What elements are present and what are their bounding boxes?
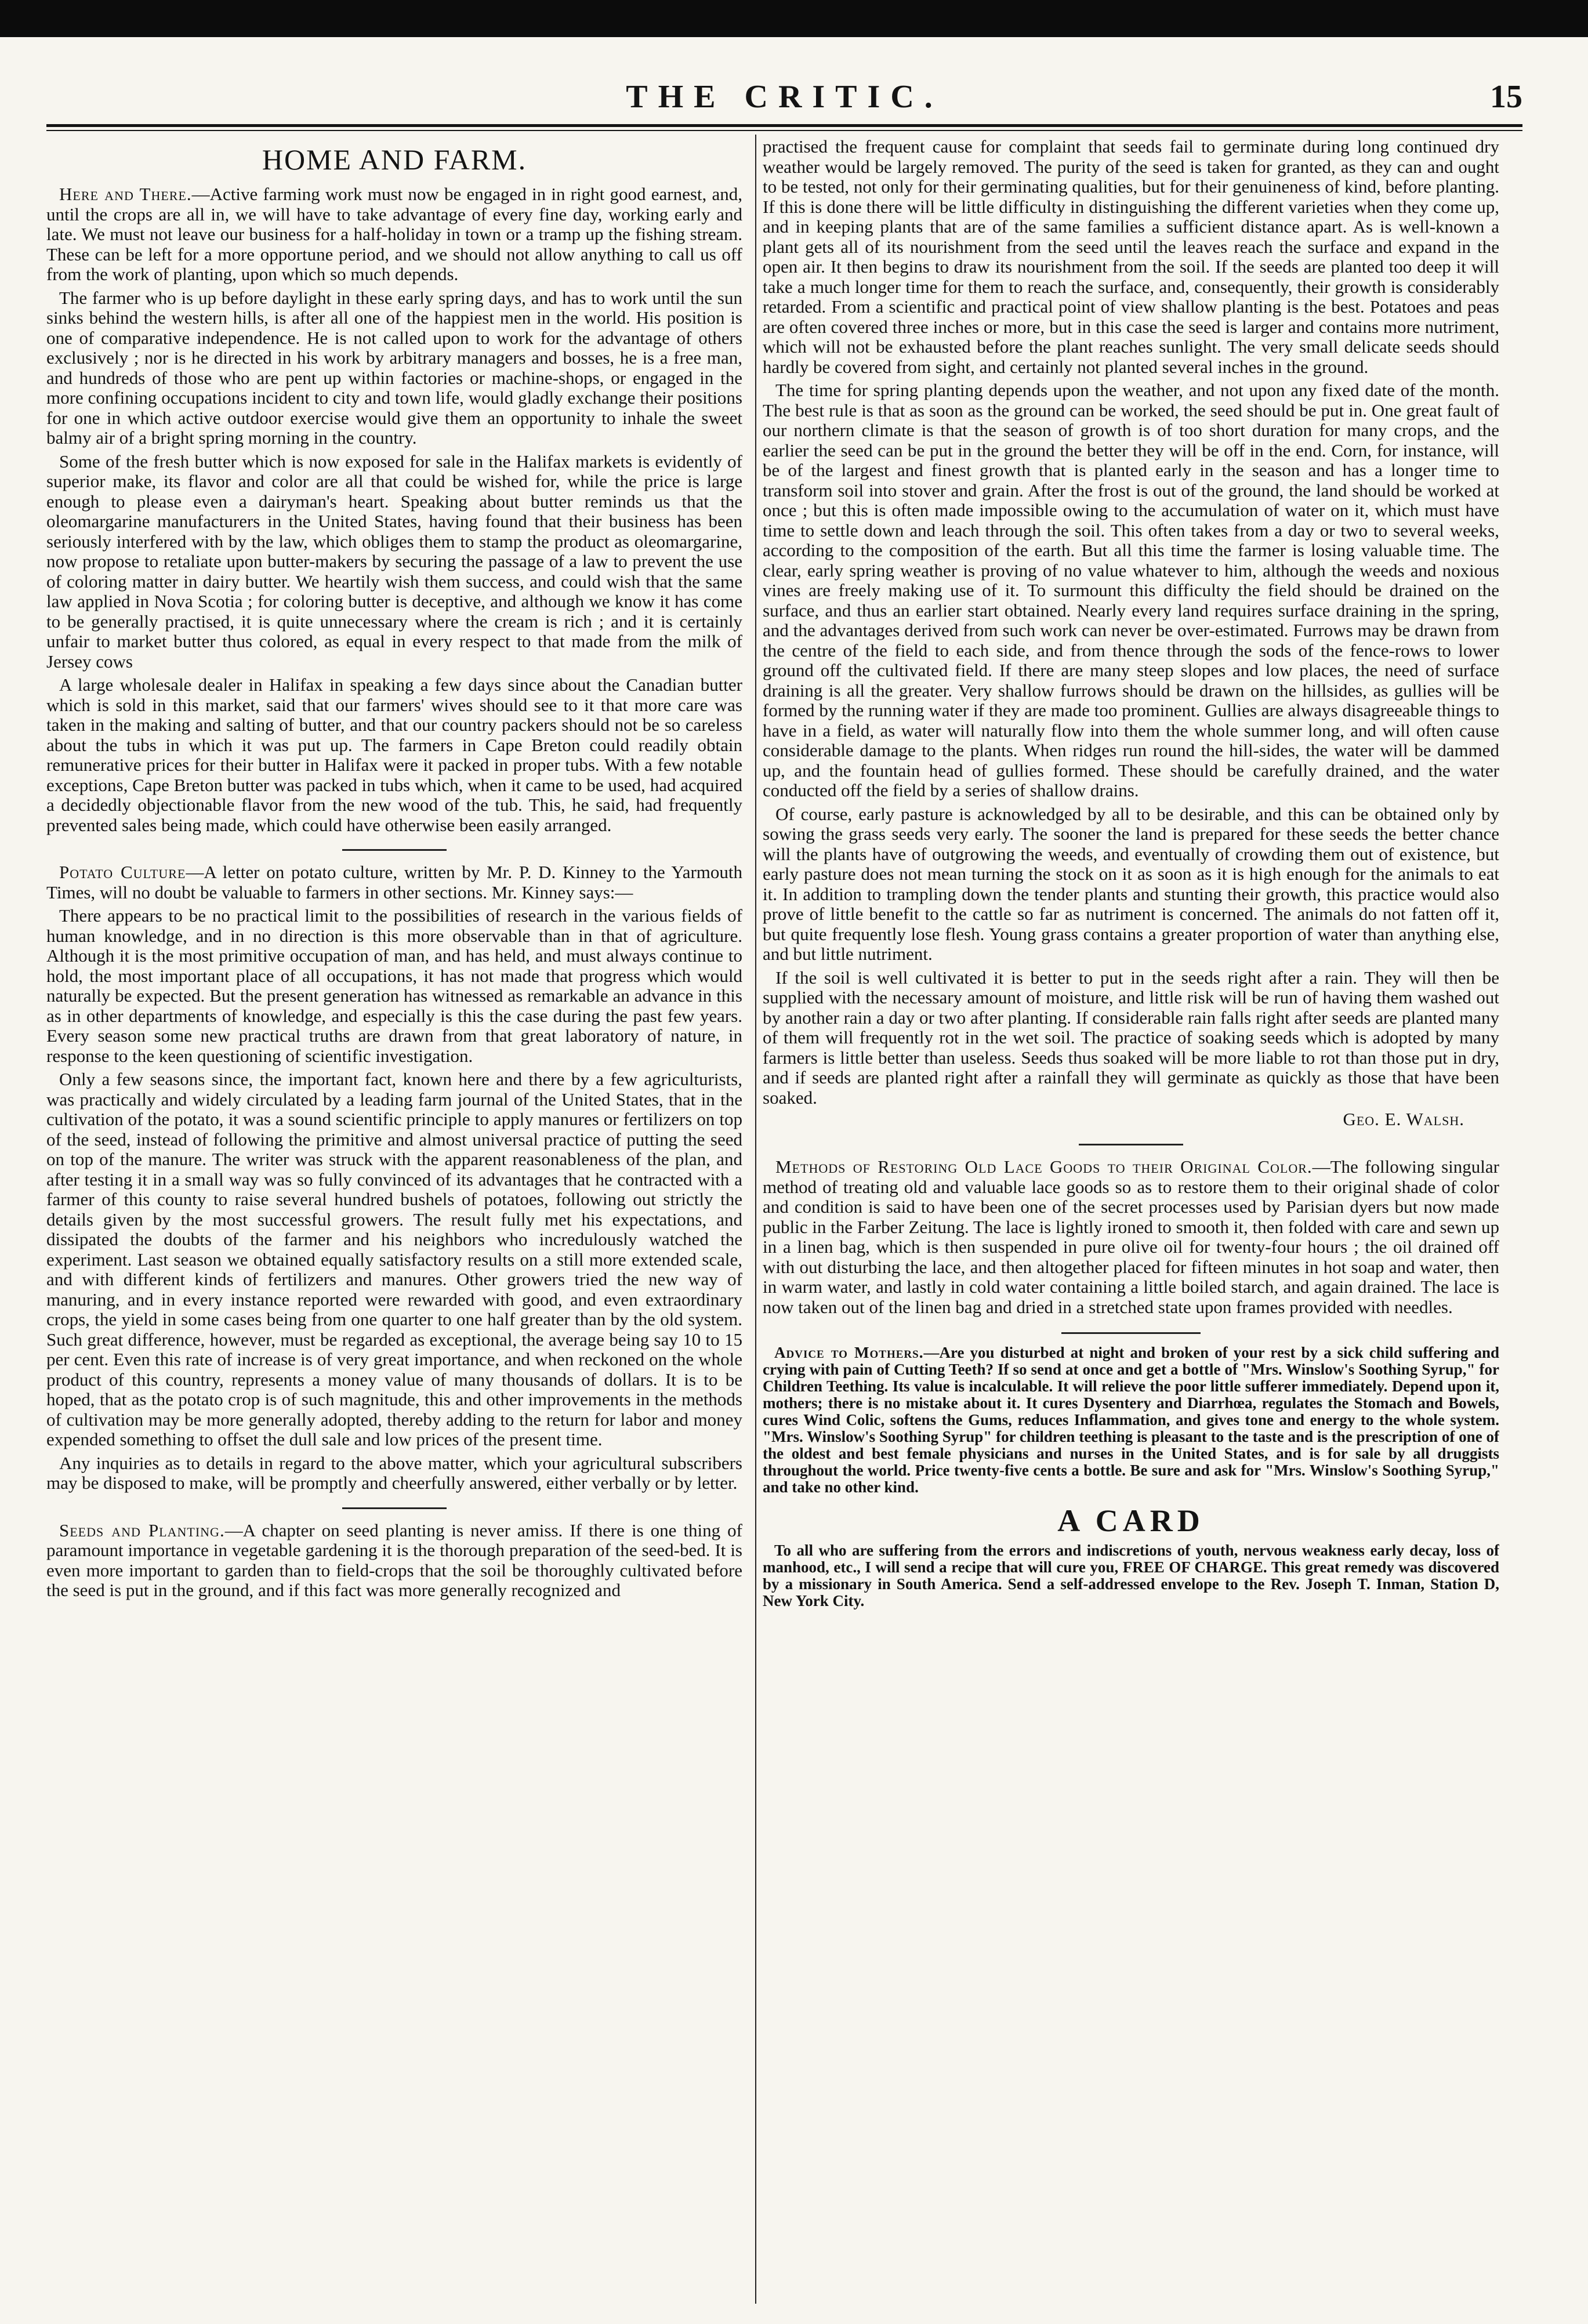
article-lead: Potato Culture [59,862,186,882]
article-paragraph: Methods of Restoring Old Lace Goods to their Original Color.—The following singular method of treating old and valuable lace goods so as to restore them to their original shade of color and condition is said to have been one of the secret processes used by Parisian dyers but now made public in the Farber Zeitung. The lace is lightly ironed to smooth it, then folded with care and sewn up in a linen bag, which is then suspended in pure olive oil for twenty-four hours ; the oil drained off with out disturbing the lace, and then altogether placed for fifteen minutes in hot soap and water, then in warm water, and lastly in cold water containing a little boiled starch, and again drained. The lace is now taken out of the linen bag and dried in a stretched state upon frames provided with needles. [763,1156,1499,1317]
article-paragraph: Here and There.—Active farming work must now be engaged in in right good earnest, and, until the crops are all in, we will have to take advantage of every fine day, working early and late. We must not leave our business for a half-holiday in town or a tramp up the fishing stream. These can be left for a more opportune period, and we should not allow anything to call us off from the work of planting, upon which so much depends. [46,184,742,284]
header-rule-thick [46,124,1522,127]
article-paragraph: Only a few seasons since, the important fact, known here and there by a few agriculturists, was practically and widely circulated by a leading farm journal of the United States, that in the cultivation of the potato, it was a sound scientific principle to apply manures or fertilizers on top of the seed, instead of following the primitive and almost universal practice of putting the seed on top of the manure. The writer was struck with the apparent reasonableness of the plan, and after testing it in a small way was so fully convinced of its advantages that he contracted with a farmer of this county to raise several hundred bushels of potatoes, following out strictly the details given by the most successful growers. The result fully met his expectations, and dissipated the doubts of the farmer and his neighbors who incredulously watched the experiment. Last season we obtained equally satisfactory results on a still more extended scale, and with different kinds of fertilizers and manures. Other growers tried the new way of manuring, and in every instance reported were rewarded with good, and even extraordinary crops, the yield in some cases being from one quarter to one half greater than by the old system. Such great difference, however, must be regarded as exceptional, the average being say 10 to 15 per cent. Even this rate of increase is of very great importance, and when reckoned on the whole product of this country, represents a money value of many thousands of dollars. It is to be hoped, that as the potato crop is of such magnitude, this and other improvements in the methods of cultivation may be more generally adopted, thereby adding to the return for labor and money expended something to offset the dull sale and low prices of the present time. [46,1069,742,1449]
article-paragraph: Of course, early pasture is acknowledged by all to be desirable, and this can be obtained only by sowing the grass seeds very early. The sooner the land is prepared for these seeds the better chance will the plants have of outgrowing the weeds, and eventually of crowding them out of existence, but early pasture does not mean turning the stock on it as soon as it is high enough for the animals to eat it. In addition to trampling down the tender plants and stunting their growth, this practice would also prove of little benefit to the cattle so far as nutriment is concerned. The animals do not fatten off it, but quite frequently lose flesh. Young grass contains a greater proportion of water than anything else, and but little nutriment. [763,803,1499,964]
page-number: 15 [1490,79,1522,115]
article-paragraph: A large wholesale dealer in Halifax in speaking a few days since about the Canadian butter which is sold in this market, said that our farmers' wives should see to it that more care was taken in the making and salting of butter, and that our country packers should not be so careless about the tubs in which it was put up. The farmers in Cape Breton could readily obtain remunerative prices for their butter in Halifax were it packed in proper tubs. With a few notable exceptions, Cape Breton butter was packed in tubs which, when it came to be used, had acquired a decidedly objectionable flavor from the new wood of the tub. This, he said, had frequently prevented sales being made, which could have otherwise been easily arranged. [46,675,742,835]
section-title: HOME AND FARM. [262,143,527,176]
article-paragraph: The time for spring planting depends upon the weather, and not upon any fixed date of the month. The best rule is that as soon as the ground can be worked, the seed should be put in. One great fault of our northern climate is that the season of growth is of too short duration for many crops, and the earlier the seed can be put in the ground the better they will be off in the end. Corn, for instance, will be of the largest and finest growth that is planted early in the season and has a longer time to transform soil into stover and grain. After the frost is out of the ground, the land should be worked at once ; but this is often made impossible owing to the accumulation of water on it, which must have time to settle down and leach through the soil. This often takes from a day or two to several weeks, according to the composition of the earth. But all this time the farmer is losing valuable time. The clear, early spring weather is proving of no value whatever to him, although the weeds and noxious vines are freely making use of it. To surmount this difficulty the field should be drained on the surface, and thus an earlier start obtained. Nearly every land requires surface draining in the spring, and the advantages derived from such work can never be over-estimated. Furrows may be drawn from the centre of the field to each side, and from thence through the sods of the fence-rows to lower ground off the cultivated field. If there are many steep slopes and low places, the need of surface draining is all the greater. Very shallow furrows should be drawn on the hillsides, as gullies will be formed by the running water if they are made too prominent. Gullies are always disagreeable things to have in a field, as water will naturally flow into them the whole summer long, and will often cause considerable damage to the plants. When ridges run round the hill-sides, the water will be dammed up, and the fountain head of gullies formed. These should be carefully drained, and the water conducted off the field by a series of shallow drains. [763,380,1499,800]
card-title: A CARD [1057,1503,1205,1538]
article-paragraph: Potato Culture—A letter on potato culture, written by Mr. P. D. Kinney to the Yarmouth Times, will no doubt be valuable to farmers in other sections. Mr. Kinney says:— [46,862,742,902]
article-paragraph: There appears to be no practical limit to the possibilities of research in the various fields of human knowledge, and in no direction is this more observable than in that of agriculture. Although it is the most primitive occupation of man, and has held, and must always continue to hold, the most important place of all occupations, it has not made that progress which would naturally be expected. But the present generation has witnessed as remarkable an advance in this as in other departments of knowledge, and especially is this the case during the past few years. Every season some new practical truths are drawn from that great laboratory of nature, in response to the keen questioning of scientific investigation. [46,905,742,1066]
article-potato-culture [46,862,742,1493]
article-divider [1061,1332,1201,1334]
advertisement-text: To all who are suffering from the errors and indiscretions of youth, nervous weakness early decay, loss of manhood, etc., I will send a recipe that will cure you, FREE OF CHARGE. This great remedy was discovered by a missionary in South America. Send a self-addressed envelope to the Rev. Joseph T. Inman, Station D, New York City. [763,1542,1499,1609]
article-lace-goods [763,1157,1499,1317]
article-paragraph: Seeds and Planting.—A chapter on seed planting is never amiss. If there is one thing of paramount importance in vegetable gardening it is the thorough preparation of the seed-bed. It is even more important to garden than to field-crops that the soil be thoroughly cultivated before the seed is put in the ground, and if this fact was more generally recognized and [46,1520,742,1600]
article-divider [342,849,447,851]
article-paragraph: If the soil is well cultivated it is better to put in the seeds right after a rain. They will then be supplied with the necessary amount of moisture, and little risk will be run of having them washed out by another rain a day or two after planting. If considerable rain falls right after seeds are planted many of them will frequently rot in the wet soil. The practice of soaking seeds which is adopted by many farmers is little better than useless. Seeds thus soaked will be more liable to rot than those put in dry, and if seeds are planted right after a rainfall they will germinate as quickly as those that have been soaked. [763,967,1499,1108]
article-lead: Methods of Restoring Old Lace Goods to their Original Color. [775,1156,1313,1177]
article-divider [1079,1144,1183,1145]
article-paragraph: The farmer who is up before daylight in these early spring days, and has to work until the sun sinks behind the western hills, is after all one of the happiest men in the world. His position is one of comparative independence. He is not called upon to work for the advantage of others exclusively ; nor is he directed in his work by arbitrary managers and bosses, he is a free man, and hundreds of those who are pent up within factories or machine-shops, or engaged in the more confining occupations incident to city and town life, would gladly exchange their positions for one in which active outdoor exercise would give them an opportunity to inhale the sweet balmy air of a bright spring morning in the country. [46,287,742,448]
author-signature: Geo. E. Walsh. [1343,1109,1464,1129]
advertisement-lead: Advice to Mothers. [774,1344,924,1361]
article-lead: Seeds and Planting. [59,1520,225,1540]
advertisement-advice-to-mothers [763,1344,1499,1496]
right-column [763,137,1499,2303]
column-divider [755,135,756,2304]
left-column [46,137,742,2303]
article-here-and-there [46,184,742,835]
article-divider [342,1507,447,1509]
top-black-bar [0,0,1588,37]
article-lead: Here and There. [59,184,192,204]
header-rule-thin [46,130,1522,131]
article-paragraph: Some of the fresh butter which is now exposed for sale in the Halifax markets is evidently of superior make, its flavor and color are all that could be wished for, while the price is large enough to please even a dairyman's heart. Speaking about butter reminds us that the oleomargarine manufacturers in the United States, having found that their business has been seriously interfered with by the law, which obliges them to stamp the product as oleomargarine, now propose to retaliate upon butter-makers by securing the passage of a law to prevent the use of coloring matter in dairy butter. We heartily wish them success, and could wish that the same law applied in Nova Scotia ; for coloring butter is deceptive, and although we know it has come to be generally practised, it is quite unnecessary where the cream is rich ; and it is certainly unfair to market butter thus colored, as equal in every respect to that made from the milk of Jersey cows [46,451,742,672]
article-seeds-continued [763,137,1499,1130]
masthead-title: THE CRITIC. [626,79,943,115]
advertisement-text: Advice to Mothers.—Are you disturbed at night and broken of your rest by a sick child suffering and crying with pain of Cutting Teeth? If so send at once and get a bottle of "Mrs. Winslow's Soothing Syrup," for Children Teething. Its value is incalculable. It will relieve the poor little sufferer immediately. Depend upon it, mothers; there is no mistake about it. It cures Dysentery and Diarrhœa, regulates the Stomach and Bowels, cures Wind Colic, softens the Gums, reduces Inflammation, and gives tone and energy to the whole system. "Mrs. Winslow's Soothing Syrup" for children teething is pleasant to the taste and is the prescription of one of the oldest and best female physicians and nurses in the United States, and is for sale by all druggists throughout the world. Price twenty-five cents a bottle. Be sure and ask for "Mrs. Winslow's Soothing Syrup," and take no other kind. [763,1344,1499,1496]
article-paragraph: Any inquiries as to details in regard to the above matter, which your agricultural subscribers may be disposed to make, will be promptly and cheerfully answered, either verbally or by letter. [46,1452,742,1493]
article-paragraph: practised the frequent cause for complaint that seeds fail to germinate during long continued dry weather would be largely removed. The purity of the seed is taken for granted, as they can and ought to be tested, not only for their germinating qualities, but for their genuineness of kind, before planting. If this is done there will be little difficulty in distinguishing the different varieties when they come up, and in keeping plants that are of the same families a sufficient distance apart. As is well-known a plant gets all of its nourishment from the seed until the leaves reach the surface and expand in the open air. It then begins to draw its nourishment from the soil. If the seeds are planted too deep it will take a much longer time for them to reach the surface, and, consequently, their growth is considerably retarded. From a scientific and practical point of view shallow planting is the best. Potatoes and peas are often covered three inches or more, but in this case the seed is larger and contains more nutriment, which will not be exhausted before the plant reaches sunlight. The very small delicate seeds should hardly be covered from sight, and certainly not planted several inches in the ground. [763,137,1499,377]
article-seeds-and-planting [46,1521,742,1601]
page-header [46,78,1522,120]
advertisement-card [763,1503,1499,1609]
